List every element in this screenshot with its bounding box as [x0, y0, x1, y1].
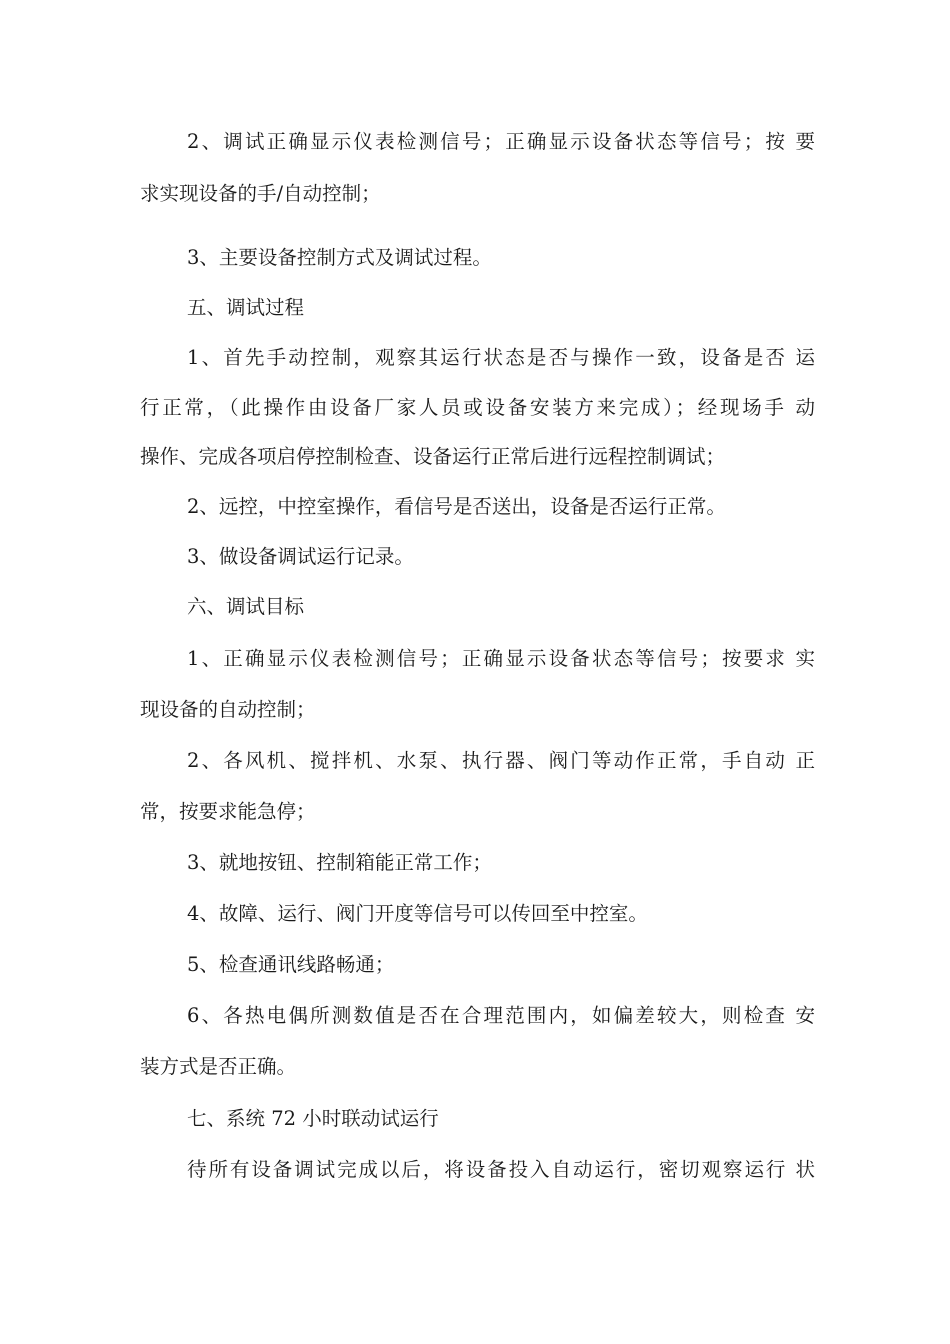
text-line: 2、各风机、搅拌机、水泵、执行器、阀门等动作正常，手自动 正 [187, 749, 815, 772]
section-heading: 六、调试目标 [187, 595, 305, 618]
text-line: 1、正确显示仪表检测信号；正确显示设备状态等信号；按要求 实 [187, 647, 815, 670]
text-line: 3、主要设备控制方式及调试过程。 [187, 246, 492, 269]
text-line: 6、各热电偶所测数值是否在合理范围内，如偏差较大，则检查 安 [187, 1004, 815, 1027]
text-line: 3、就地按钮、控制箱能正常工作； [187, 851, 492, 874]
text-line: 操作、完成各项启停控制检查、设备运行正常后进行远程控制调试； [140, 445, 726, 468]
text-line: 现设备的自动控制； [140, 698, 316, 721]
text-line: 待所有设备调试完成以后，将设备投入自动运行，密切观察运行 状 [187, 1158, 815, 1181]
text-line: 常，按要求能急停； [140, 800, 316, 823]
text-line: 行正常，（此操作由设备厂家人员或设备安装方来完成）；经现场手 动 [140, 396, 815, 419]
text-line: 2、调试正确显示仪表检测信号；正确显示设备状态等信号；按 要 [187, 130, 815, 153]
text-line: 装方式是否正确。 [140, 1055, 297, 1078]
text-line: 2、远控，中控室操作，看信号是否送出，设备是否运行正常。 [187, 495, 726, 518]
text-line: 1、首先手动控制，观察其运行状态是否与操作一致，设备是否 运 [187, 346, 815, 369]
text-line: 4、故障、运行、阀门开度等信号可以传回至中控室。 [187, 902, 648, 925]
section-heading: 七、系统 72 小时联动试运行 [187, 1107, 439, 1130]
section-heading: 五、调试过程 [187, 296, 305, 319]
text-line: 求实现设备的手/自动控制； [140, 182, 381, 205]
text-line: 5、检查通讯线路畅通； [187, 953, 395, 976]
text-line: 3、做设备调试运行记录。 [187, 545, 414, 568]
